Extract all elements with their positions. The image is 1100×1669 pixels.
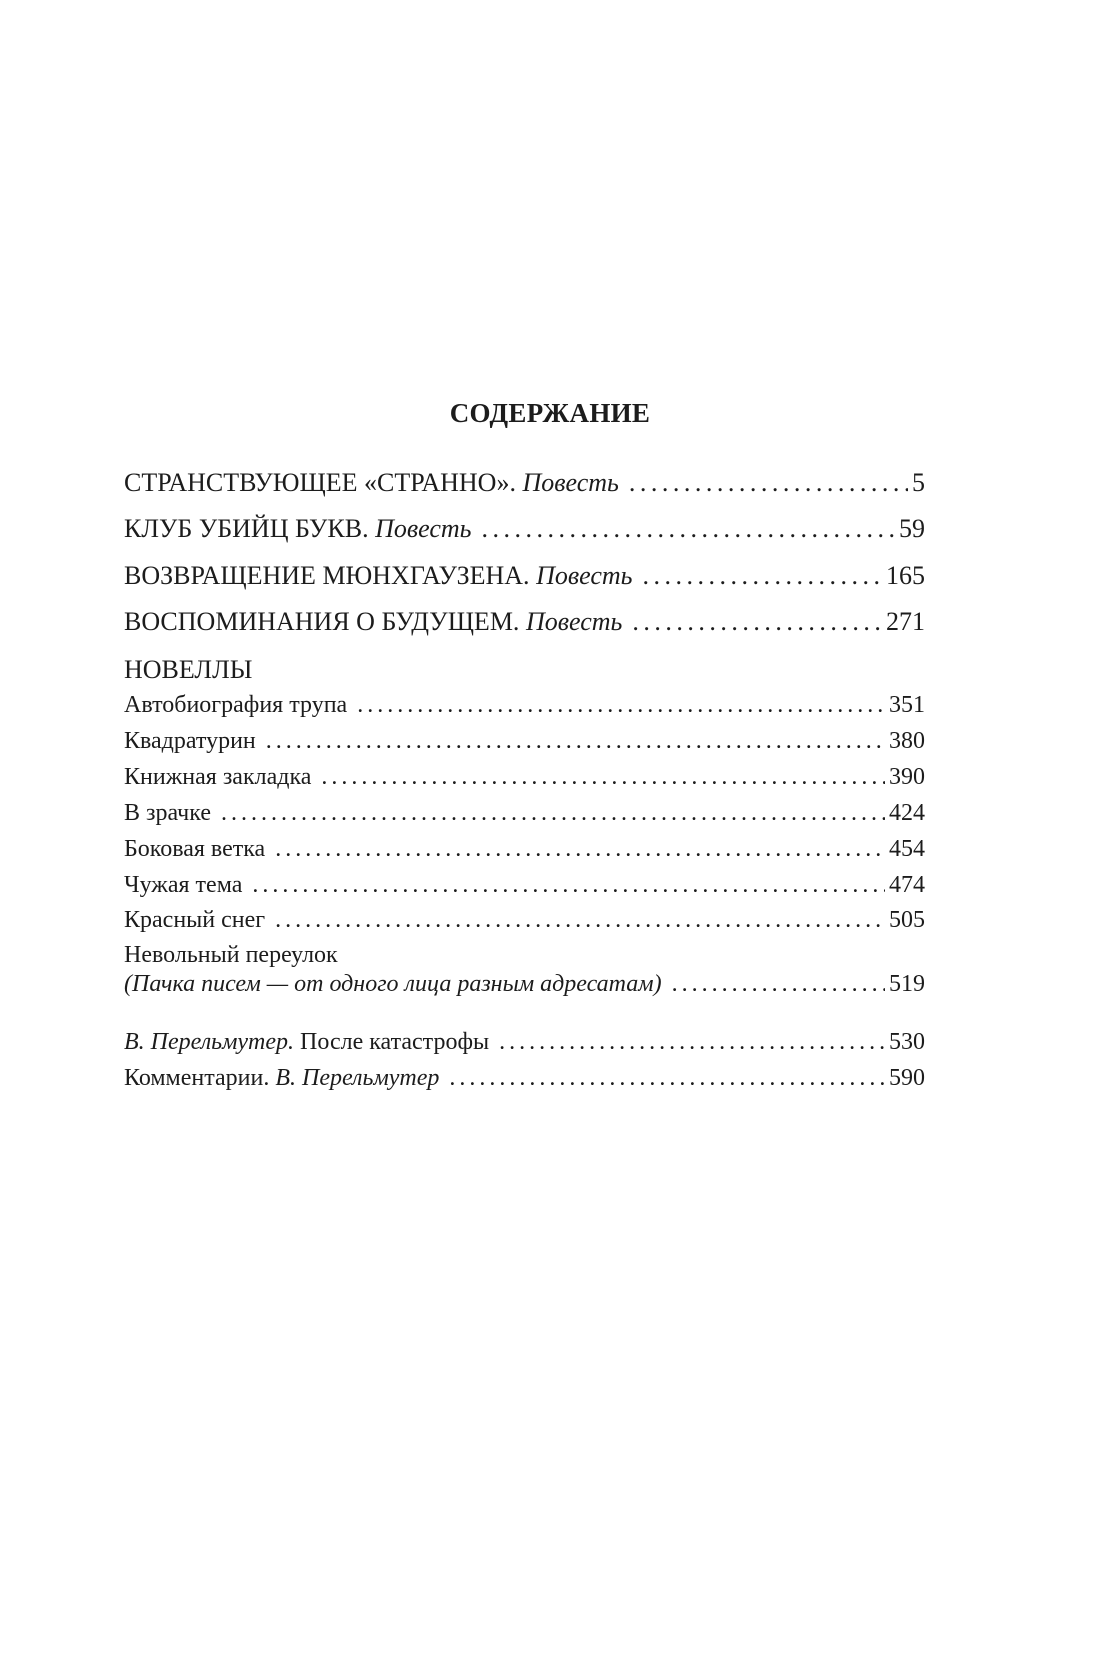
dot-leader [275, 907, 885, 934]
page-number: 5 [912, 468, 925, 497]
toc-entry-story[interactable] [124, 971, 925, 998]
entry-author: В. Перельмутер [275, 1065, 440, 1091]
dot-leader [672, 971, 885, 998]
toc-entry-story[interactable] [124, 728, 925, 755]
entry-genre: Повесть [525, 607, 623, 636]
dot-leader [499, 1029, 885, 1056]
dot-leader [629, 468, 908, 498]
entry-title: Красный снег [124, 907, 266, 933]
entry-title: Квадратурин [124, 728, 256, 754]
page-number: 59 [899, 514, 925, 543]
page-number: 530 [889, 1029, 925, 1055]
toc-entry-novella[interactable] [124, 561, 925, 591]
entry-author: В. Перельмутер. [124, 1029, 295, 1055]
entry-title: ВОСПОМИНАНИЯ О БУДУЩЕМ. Повесть [124, 607, 623, 636]
dot-leader [482, 514, 895, 544]
page-number: 590 [889, 1065, 925, 1091]
dot-leader [642, 561, 882, 591]
dot-leader [449, 1065, 885, 1092]
page-number: 505 [889, 907, 925, 933]
page-number: 454 [889, 836, 925, 862]
entry-title: Автобиография трупа [124, 692, 348, 718]
toc-entry-story[interactable] [124, 907, 925, 934]
dot-leader [221, 800, 885, 827]
dot-leader [266, 728, 885, 755]
entry-title-line[interactable]: Невольный переулок [124, 942, 338, 968]
toc-entry-novella[interactable] [124, 607, 925, 637]
toc-entry-novella[interactable] [124, 514, 925, 544]
page-number: 519 [889, 971, 925, 997]
entry-title: Книжная закладка [124, 764, 312, 790]
toc-heading: СОДЕРЖАНИЕ [449, 398, 651, 428]
entry-title: СТРАНСТВУЮЩЕЕ «СТРАННО». Повесть [124, 468, 619, 497]
entry-title: Комментарии. В. Перельмутер [124, 1065, 440, 1091]
entry-genre: Повесть [522, 468, 619, 497]
toc-entry-afterword[interactable] [124, 1029, 925, 1056]
page-number: 165 [886, 561, 925, 590]
page-number: 424 [889, 800, 925, 826]
entry-title: КЛУБ УБИЙЦ БУКВ. Повесть [124, 514, 472, 543]
entry-title: В зрачке [124, 800, 211, 826]
page-number: 474 [889, 872, 925, 898]
page-number: 390 [889, 764, 925, 790]
toc-entry-story[interactable] [124, 836, 925, 863]
dot-leader [321, 764, 885, 791]
page-number: 351 [889, 692, 925, 718]
entry-title: Чужая тема [124, 872, 243, 898]
entry-title: ВОЗВРАЩЕНИЕ МЮНХГАУЗЕНА. Повесть [124, 561, 633, 590]
page-number: 271 [886, 607, 925, 636]
dot-leader [632, 607, 882, 637]
toc-entry-story[interactable] [124, 800, 925, 827]
page-number: 380 [889, 728, 925, 754]
dot-leader [275, 836, 885, 863]
dot-leader [252, 872, 885, 899]
entry-genre: Повесть [536, 561, 633, 590]
entry-title: Боковая ветка [124, 836, 266, 862]
toc-entry-story[interactable] [124, 692, 925, 719]
toc-entry-story[interactable] [124, 764, 925, 791]
toc-entry-story[interactable] [124, 872, 925, 899]
section-label-novellas: НОВЕЛЛЫ [124, 655, 253, 684]
toc-entry-novella[interactable] [124, 468, 925, 498]
entry-subtitle: (Пачка писем — от одного лица разным адресатам) [124, 971, 662, 997]
entry-genre: Повесть [375, 514, 472, 543]
entry-title: В. Перельмутер. После катастрофы [124, 1029, 490, 1055]
toc-entry-commentary[interactable] [124, 1065, 925, 1092]
dot-leader [357, 692, 885, 719]
